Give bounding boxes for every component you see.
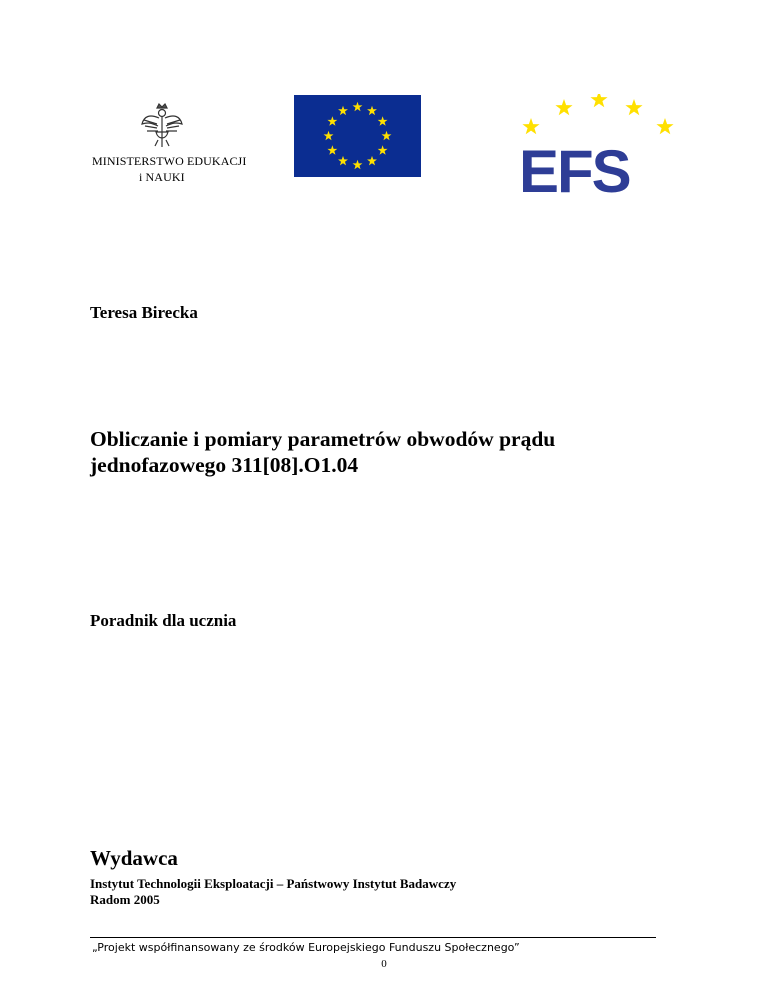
- author-name: Teresa Birecka: [90, 303, 198, 322]
- polish-eagle-emblem-icon: [140, 102, 184, 148]
- document-title: [90, 426, 650, 478]
- title-line-1: Obliczanie i pomiary parametrów obwodów prądu: [90, 427, 556, 451]
- efs-logo-text: EFS: [519, 138, 630, 196]
- efs-star-icon: [625, 99, 642, 115]
- efs-star-icon: [656, 118, 673, 134]
- footer-note: „Projekt współfinansowany ze środków Europejskiego Funduszu Społecznego”: [92, 941, 520, 954]
- efs-star-icon: [522, 118, 539, 134]
- efs-star-icon: [555, 99, 572, 115]
- publisher-place-year: Radom 2005: [90, 892, 160, 907]
- efs-logo: [517, 94, 675, 196]
- document-subtitle: Poradnik dla ucznia: [90, 611, 237, 630]
- title-line-2: jednofazowego 311[08].O1.04: [90, 453, 359, 477]
- efs-star-icon: [590, 94, 607, 107]
- publisher-heading: Wydawca: [90, 846, 178, 870]
- eu-flag-icon: [294, 95, 421, 177]
- page-number: 0: [381, 958, 387, 970]
- footer-divider: [90, 937, 656, 938]
- publisher-name: Instytut Technologii Eksploatacji – Państwowy Instytut Badawczy: [90, 876, 457, 891]
- ministry-name-line2: i NAUKI: [139, 170, 185, 184]
- ministry-name-line1: MINISTERSTWO EDUKACJI: [92, 154, 247, 168]
